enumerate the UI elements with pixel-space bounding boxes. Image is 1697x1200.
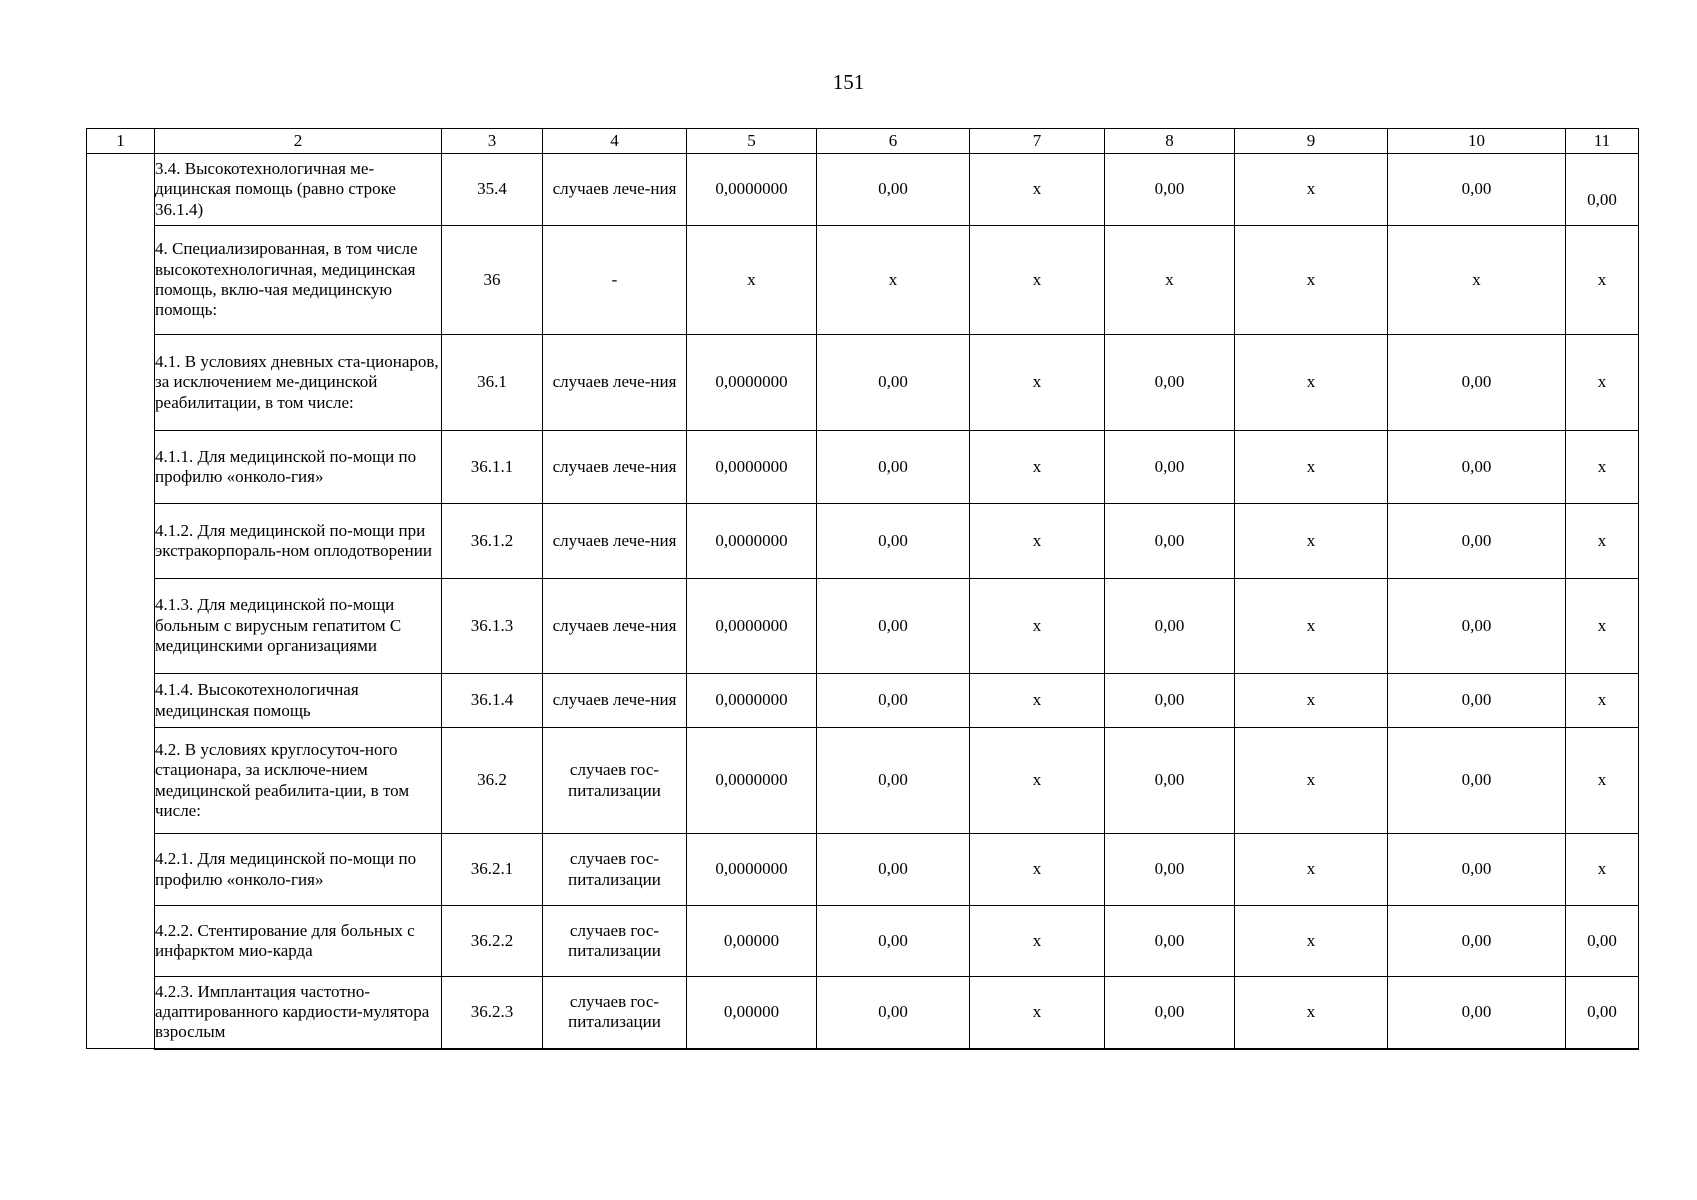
cell-col7: x [970,906,1105,977]
table-row [87,226,1639,335]
cell-col5: 0,0000000 [687,431,817,504]
cell-col11: x [1566,504,1639,579]
cell-col7: x [970,977,1105,1049]
row-unit: случаев гос-питализации [543,977,687,1049]
row-label: 4.1. В условиях дневных ста-ционаров, за исключением ме-дицинской реабилитации, в том числе: [155,335,442,431]
cell-col7: x [970,674,1105,728]
row-label: 4. Специализированная, в том числе высокотехнологичная, медицинская помощь, вклю-чая медицинскую помощь: [155,226,442,335]
cell-col7: x [970,154,1105,226]
cell-col11: x [1566,226,1639,335]
cell-col8: 0,00 [1105,674,1235,728]
cell-col7: x [970,335,1105,431]
row-unit: случаев лече-ния [543,335,687,431]
cell-col6: 0,00 [817,906,970,977]
cell-col8: 0,00 [1105,504,1235,579]
cell-col5: 0,0000000 [687,834,817,906]
row-code: 35.4 [442,154,543,226]
row-unit: случаев гос-питализации [543,834,687,906]
cell-col11: x [1566,431,1639,504]
row-label: 4.2.3. Имплантация частотно-адаптированного кардиости-мулятора взрослым [155,977,442,1049]
table-row [87,906,1639,977]
cell-col9: x [1235,504,1388,579]
row-label: 4.1.4. Высокотехнологичная медицинская помощь [155,674,442,728]
table-row [87,431,1639,504]
row-unit: - [543,226,687,335]
cell-col8: 0,00 [1105,579,1235,674]
cell-col8: 0,00 [1105,335,1235,431]
cell-col10: 0,00 [1388,834,1566,906]
row-unit: случаев лече-ния [543,431,687,504]
cell-col7: x [970,834,1105,906]
row-label: 4.1.3. Для медицинской по-мощи больным с вирусным гепатитом С медицинскими организациями [155,579,442,674]
cell-col6: 0,00 [817,431,970,504]
cell-col9: x [1235,431,1388,504]
cell-col10: 0,00 [1388,335,1566,431]
cell-col10: 0,00 [1388,579,1566,674]
row-unit: случаев гос-питализации [543,728,687,834]
table-row [87,335,1639,431]
cell-col5: 0,00000 [687,906,817,977]
row-code: 36.2 [442,728,543,834]
cell-col8: 0,00 [1105,977,1235,1049]
cell-col5: 0,0000000 [687,674,817,728]
cell-col9: x [1235,674,1388,728]
cell-col5: 0,0000000 [687,579,817,674]
row-code: 36.1 [442,335,543,431]
row-code: 36.1.1 [442,431,543,504]
cell-col10: 0,00 [1388,728,1566,834]
cell-col11: 0,00 [1566,154,1639,226]
cell-col11: x [1566,579,1639,674]
row-code: 36 [442,226,543,335]
table-row [87,977,1639,1049]
cell-col7: x [970,728,1105,834]
row-label: 4.2.1. Для медицинской по-мощи по профилю «онколо-гия» [155,834,442,906]
row-label: 4.2.2. Стентирование для больных с инфарктом мио-карда [155,906,442,977]
cell-col5: 0,00000 [687,977,817,1049]
cell-col8: 0,00 [1105,728,1235,834]
cell-col11: 0,00 [1566,906,1639,977]
cell-col9: x [1235,226,1388,335]
column-header: 8 [1105,129,1235,154]
cell-col10: 0,00 [1388,154,1566,226]
cell-col6: 0,00 [817,728,970,834]
row-label: 3.4. Высокотехнологичная ме-дицинская помощь (равно строке 36.1.4) [155,154,442,226]
cell-col9: x [1235,977,1388,1049]
table-row [87,728,1639,834]
table-row [87,504,1639,579]
cell-col11: x [1566,335,1639,431]
cell-col10: 0,00 [1388,906,1566,977]
column-header: 11 [1566,129,1639,154]
table-row [87,674,1639,728]
cell-col11: x [1566,728,1639,834]
row-label: 4.2. В условиях круглосуточ-ного стационара, за исключе-нием медицинской реабилита-ции, в том числе: [155,728,442,834]
row-unit: случаев лече-ния [543,579,687,674]
row-unit: случаев лече-ния [543,674,687,728]
row-unit: случаев лече-ния [543,154,687,226]
cell-col6: 0,00 [817,579,970,674]
cell-col6: 0,00 [817,154,970,226]
cell-col11: x [1566,834,1639,906]
row-code: 36.2.1 [442,834,543,906]
column-header: 5 [687,129,817,154]
cell-col5: 0,0000000 [687,335,817,431]
cell-col10: 0,00 [1388,431,1566,504]
row-code: 36.1.2 [442,504,543,579]
data-table [86,128,1639,1050]
cell-col9: x [1235,154,1388,226]
cell-col9: x [1235,834,1388,906]
table-row [87,579,1639,674]
column-header: 1 [87,129,155,154]
column-header: 10 [1388,129,1566,154]
cell-col7: x [970,504,1105,579]
column-header: 3 [442,129,543,154]
cell-col10: x [1388,226,1566,335]
page-number: 151 [832,70,865,94]
cell-col8: x [1105,226,1235,335]
row-code: 36.2.3 [442,977,543,1049]
cell-col11: x [1566,674,1639,728]
cell-col9: x [1235,728,1388,834]
cell-col8: 0,00 [1105,431,1235,504]
column-header: 2 [155,129,442,154]
row-unit: случаев лече-ния [543,504,687,579]
table-header [87,129,1639,154]
cell-col7: x [970,226,1105,335]
header-row [87,129,1639,154]
cell-col5: x [687,226,817,335]
column-header: 7 [970,129,1105,154]
row-label: 4.1.1. Для медицинской по-мощи по профилю «онколо-гия» [155,431,442,504]
cell-col6: x [817,226,970,335]
cell-col5: 0,0000000 [687,728,817,834]
cell-col8: 0,00 [1105,906,1235,977]
cell-col8: 0,00 [1105,154,1235,226]
cell-col6: 0,00 [817,834,970,906]
cell-col6: 0,00 [817,504,970,579]
cell-col5: 0,0000000 [687,504,817,579]
column-header: 4 [543,129,687,154]
row-label: 4.1.2. Для медицинской по-мощи при экстракорпораль-ном оплодотворении [155,504,442,579]
table-row [87,154,1639,226]
row-code: 36.1.3 [442,579,543,674]
cell-col8: 0,00 [1105,834,1235,906]
column-header: 6 [817,129,970,154]
cell-col11: 0,00 [1566,977,1639,1049]
cell-col10: 0,00 [1388,977,1566,1049]
column-header: 9 [1235,129,1388,154]
first-column-blank [87,154,155,1049]
cell-col6: 0,00 [817,977,970,1049]
row-code: 36.1.4 [442,674,543,728]
cell-col7: x [970,431,1105,504]
cell-col5: 0,0000000 [687,154,817,226]
cell-col10: 0,00 [1388,504,1566,579]
table-body [87,154,1639,1049]
cell-col9: x [1235,579,1388,674]
cell-col6: 0,00 [817,335,970,431]
cell-col9: x [1235,335,1388,431]
cell-col10: 0,00 [1388,674,1566,728]
table-row [87,834,1639,906]
cell-col6: 0,00 [817,674,970,728]
cell-col9: x [1235,906,1388,977]
cell-col7: x [970,579,1105,674]
row-unit: случаев гос-питализации [543,906,687,977]
row-code: 36.2.2 [442,906,543,977]
